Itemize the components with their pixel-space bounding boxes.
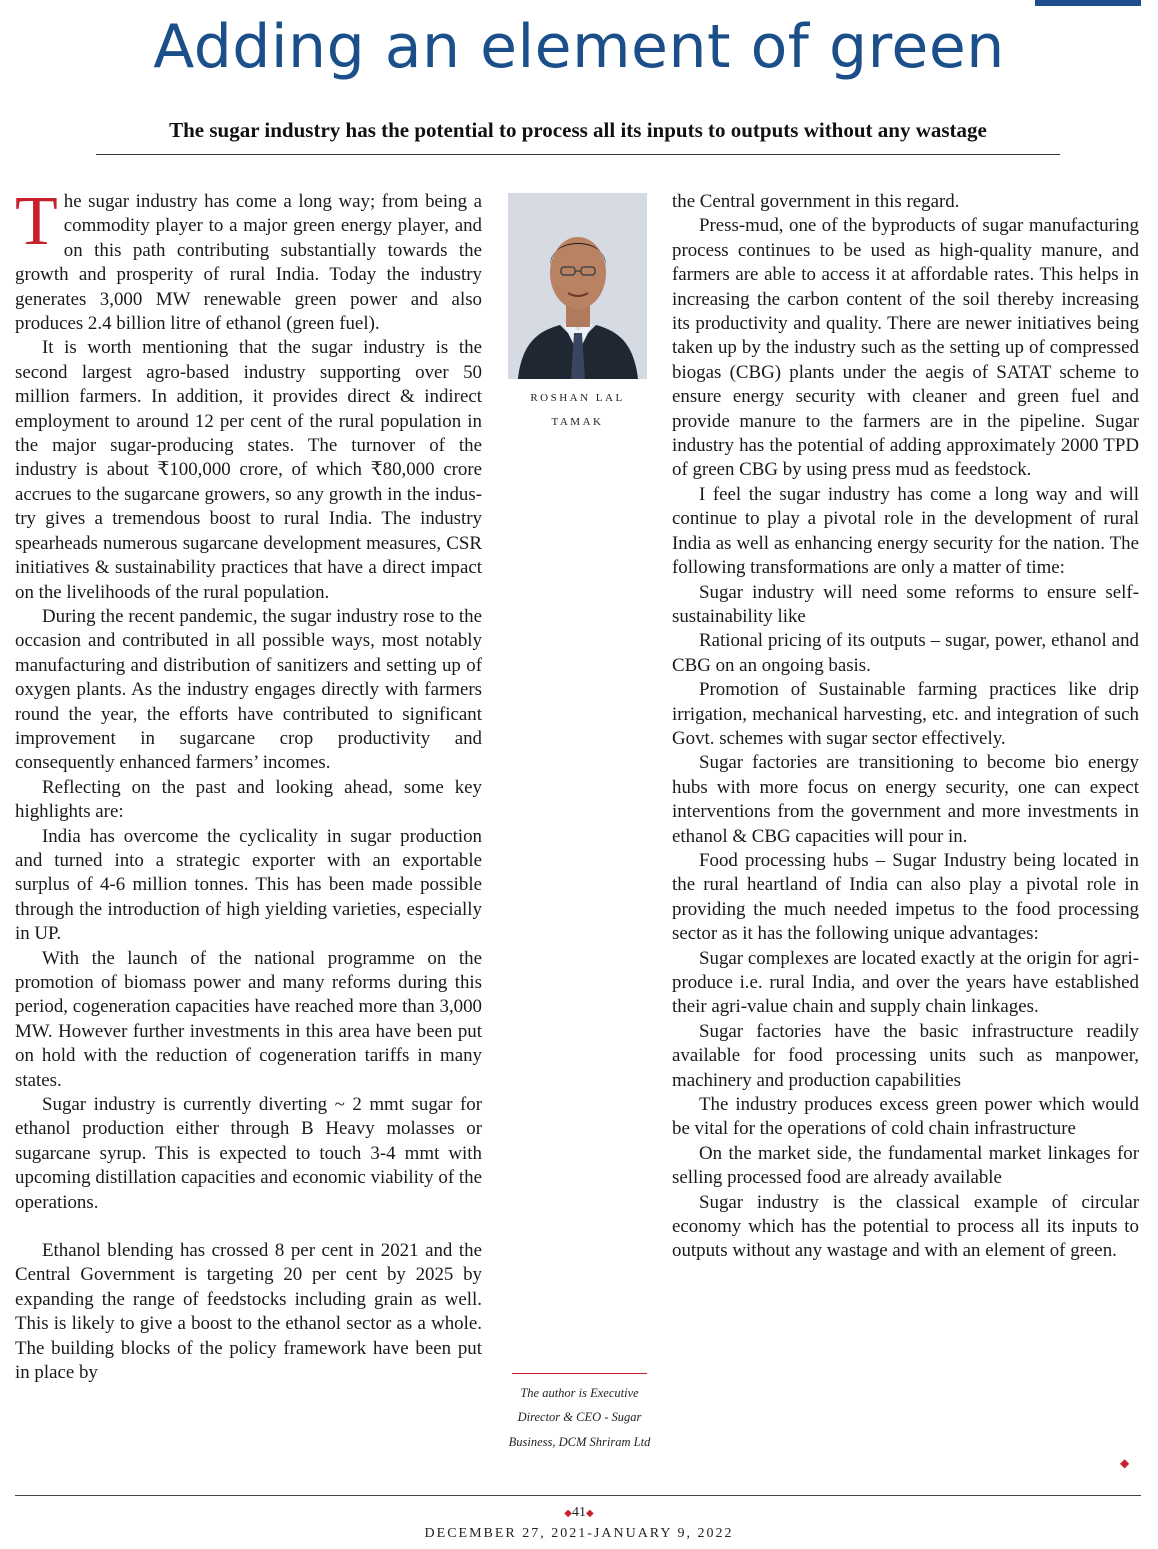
diamond-icon: ◆ (564, 1508, 572, 1519)
paragraph: During the recent pandemic, the sugar industry rose to the occasion and contributed in all possible ways, most notably manufacturing and distribution of sanitizers and setting up of oxygen plants. As the industry engages directly with farmers round the year, the efforts have contributed to significant improvement in sugarcane crop productivity and consequently enhanced farmers’ incomes. (15, 605, 482, 774)
paragraph: On the market side, the fundamental market linkages for selling processed food are already available (672, 1142, 1139, 1189)
deck-rule (96, 154, 1060, 155)
paragraph: Press-mud, one of the byproducts of sugar manufacturing process continues to be used as high-quality manure, and farmers are able to access it at affordable rates. This helps in increasing the carbon content of the soil thereby increasing its productivity and quality. There are newer initiatives being taken up by the industry such as the setting up of compressed biogas (CBG) plants under the aegis of SATAT scheme to ensure energy security with cleaner and green fuel and provide manure to the farmers are in the pipeline. Sugar industry has the potential of adding approximately 2000 TPD of green CBG by using press mud as feedstock. (672, 215, 1139, 481)
paragraph: Sugar factories are transitioning to become bio energy hubs with more focus on energy security, one can expect interventions from the government and more investments in ethanol & CBG capacities will pour in. (672, 752, 1139, 847)
end-mark-diamond-icon: ◆ (1120, 1456, 1130, 1470)
author-note-rule (512, 1373, 647, 1374)
deck: The sugar industry has the potential to process all its inputs to outputs without any wastage (169, 118, 987, 142)
paragraph: Sugar industry is currently diverting ~ 2 mmt sugar for ethanol production either through B Heavy molasses or sugarcane syrup. This is expected to touch 3-4 mmt with upcoming distillation capacities and economic viability of the operations. (15, 1094, 482, 1213)
paragraph: India has overcome the cyclicality in sugar production and turned into a strategic exporter with an exportable surplus of 4-6 million tonnes. This has been made possible through the introduction of high yielding varieties, especially in UP. (15, 825, 482, 945)
column-gap (15, 1215, 482, 1239)
first-paragraph-text: he sugar industry has come a long way; from being a commodity player to a major green energy player, and on this path contributing substantially towards the growth and prosperity of rural India. Today the industry generates 3,000 MW renewable green power and also produces 2.4 billion litre of ethanol (green fuel). (15, 191, 482, 335)
continuation-text: the Central government in this regard. (672, 191, 960, 212)
author-photo (508, 193, 647, 379)
headline: Adding an element of green (153, 12, 1005, 82)
issue-date: DECEMBER 27, 2021-JANUARY 9, 2022 (424, 1526, 734, 1541)
paragraph: Sugar industry will need some reforms to ensure self-sustainability like (672, 581, 1139, 627)
author-portrait-illustration (508, 193, 647, 379)
page-number-text: 41 (572, 1505, 586, 1520)
paragraph: Ethanol blending has crossed 8 per cent in 2021 and the Central Government is targeting 20 per cent by 2025 by expanding the range of feedstocks including grain as well. This is likely to give a boost to the ethanol sector as a whole. The building blocks of the policy framework have been put in place by (15, 1240, 482, 1384)
paragraph: Sugar complexes are located exactly at the origin for agri-produce i.e. rural India, and over the years have established their agri-value chain and supply chain linkages. (672, 947, 1139, 1018)
paragraph: Food processing hubs – Sugar Industry being located in the rural heartland of India can also play a pivotal role in providing the much needed impetus to the food processing sector as it has the following unique advantages: (672, 849, 1139, 945)
left-column (15, 183, 482, 1386)
corner-tab (1035, 0, 1141, 6)
page-number (0, 1505, 1158, 1521)
paragraph: It is worth mentioning that the sugar industry is the second largest agro-based industry supporting over 50 million farmers. In addition, it provides direct & indirect employment to around 12 per cent of the rural population in the major sugar-producing states. The turnover of the industry is about ₹100,000 crore, of which ₹80,000 crore accrues to the sugarcane growers, so any growth in the industry gives a tremendous boost to rural India. The industry spearheads numerous sugarcane development measures, CSR initiatives & sustainability practices that have a direct impact on the livelihoods of the rural population. (15, 337, 482, 603)
author-name-line-2: TAMAK (551, 416, 604, 428)
diamond-icon: ◆ (586, 1508, 594, 1519)
paragraph: Sugar factories have the basic infrastructure readily available for food processing units such as manpower, machinery and production capabilities (672, 1020, 1139, 1091)
paragraph: I feel the sugar industry has come a long way and will continue to play a pivotal role in the development of rural India as well as enhancing energy security for the nation. The following transformations are only a matter of time: (672, 483, 1139, 579)
author-name-line-1: ROSHAN LAL (530, 392, 625, 404)
paragraph: Sugar industry is the classical example of circular economy which has the potential to process all its inputs to outputs without any wastage and with an element of green. (672, 1191, 1139, 1262)
paragraph: Promotion of Sustainable farming practices like drip irrigation, mechanical harvesting, etc. and integration of such Govt. schemes with sugar sector effectively. (672, 679, 1139, 749)
dropcap: T (15, 183, 58, 260)
first-paragraph (15, 183, 482, 336)
paragraph: With the launch of the national programme on the promotion of biomass power and many reforms during this period, cogeneration capacities have reached more than 3,000 MW. However further investments in this area have been put on hold with the reduction of cogeneration tariffs in many states. (15, 947, 482, 1091)
paragraph: Rational pricing of its outputs – sugar, power, ethanol and CBG on an ongoing basis. (672, 630, 1139, 676)
author-note: The author is Executive Director & CEO - Sugar Business, DCM Shriram Ltd (508, 1386, 651, 1449)
footer-rule (15, 1495, 1141, 1496)
right-column (672, 190, 1139, 1264)
paragraph: Reflecting on the past and looking ahead, some key highlights are: (15, 776, 482, 823)
paragraph: The industry produces excess green power which would be vital for the operations of cold chain infrastructure (672, 1094, 1139, 1140)
